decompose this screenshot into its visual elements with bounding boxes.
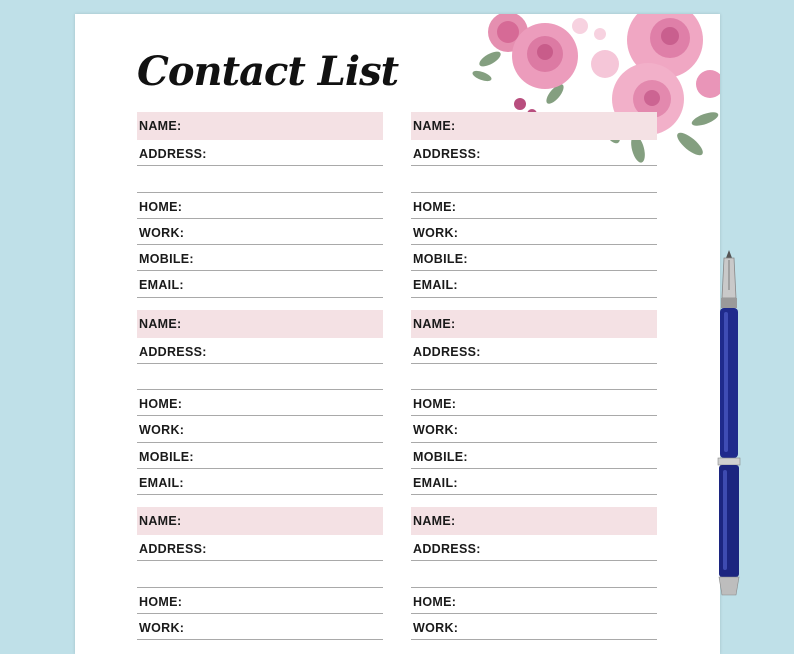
address-field[interactable]: ADDRESS:: [411, 535, 657, 561]
home-field[interactable]: HOME:: [411, 588, 657, 614]
contact-card: [411, 507, 657, 654]
work-field[interactable]: WORK:: [137, 219, 383, 245]
fountain-pen-icon: [712, 250, 752, 605]
name-field[interactable]: NAME:: [137, 507, 383, 535]
work-field[interactable]: WORK:: [137, 614, 383, 640]
name-field[interactable]: NAME:: [137, 112, 383, 140]
address-line-2[interactable]: [137, 561, 383, 587]
email-field[interactable]: EMAIL:: [411, 271, 657, 297]
name-field[interactable]: NAME:: [411, 507, 657, 535]
address-field[interactable]: ADDRESS:: [137, 140, 383, 166]
home-field[interactable]: HOME:: [137, 588, 383, 614]
address-line-2[interactable]: [411, 166, 657, 192]
name-field[interactable]: NAME:: [411, 310, 657, 338]
email-field[interactable]: EMAIL:: [411, 469, 657, 495]
contact-list-page: [75, 14, 720, 654]
name-field[interactable]: NAME:: [137, 310, 383, 338]
work-field[interactable]: WORK:: [411, 416, 657, 442]
address-field[interactable]: ADDRESS:: [137, 338, 383, 364]
address-field[interactable]: ADDRESS:: [411, 140, 657, 166]
work-field[interactable]: WORK:: [411, 219, 657, 245]
contacts-column-right: [411, 112, 657, 654]
address-line-2[interactable]: [137, 166, 383, 192]
address-field[interactable]: ADDRESS:: [137, 535, 383, 561]
page-title: Contact List: [137, 48, 399, 95]
mobile-field[interactable]: MOBILE:: [411, 443, 657, 469]
address-line-2[interactable]: [411, 561, 657, 587]
work-field[interactable]: WORK:: [137, 416, 383, 442]
mobile-field[interactable]: MOBILE:: [137, 443, 383, 469]
home-field[interactable]: HOME:: [411, 390, 657, 416]
mobile-field[interactable]: MOBILE:: [411, 245, 657, 271]
mobile-field[interactable]: MOBILE:: [137, 245, 383, 271]
contact-card: [411, 112, 657, 310]
address-field[interactable]: ADDRESS:: [411, 338, 657, 364]
name-field[interactable]: NAME:: [411, 112, 657, 140]
contacts-column-left: [137, 112, 383, 654]
address-line-2[interactable]: [137, 364, 383, 390]
home-field[interactable]: HOME:: [137, 193, 383, 219]
address-line-2[interactable]: [411, 364, 657, 390]
email-field[interactable]: EMAIL:: [137, 271, 383, 297]
contact-card: [137, 310, 383, 508]
home-field[interactable]: HOME:: [137, 390, 383, 416]
home-field[interactable]: HOME:: [411, 193, 657, 219]
contact-card: [137, 112, 383, 310]
work-field[interactable]: WORK:: [411, 614, 657, 640]
contact-card: [137, 507, 383, 654]
email-field[interactable]: EMAIL:: [137, 469, 383, 495]
contact-card: [411, 310, 657, 508]
